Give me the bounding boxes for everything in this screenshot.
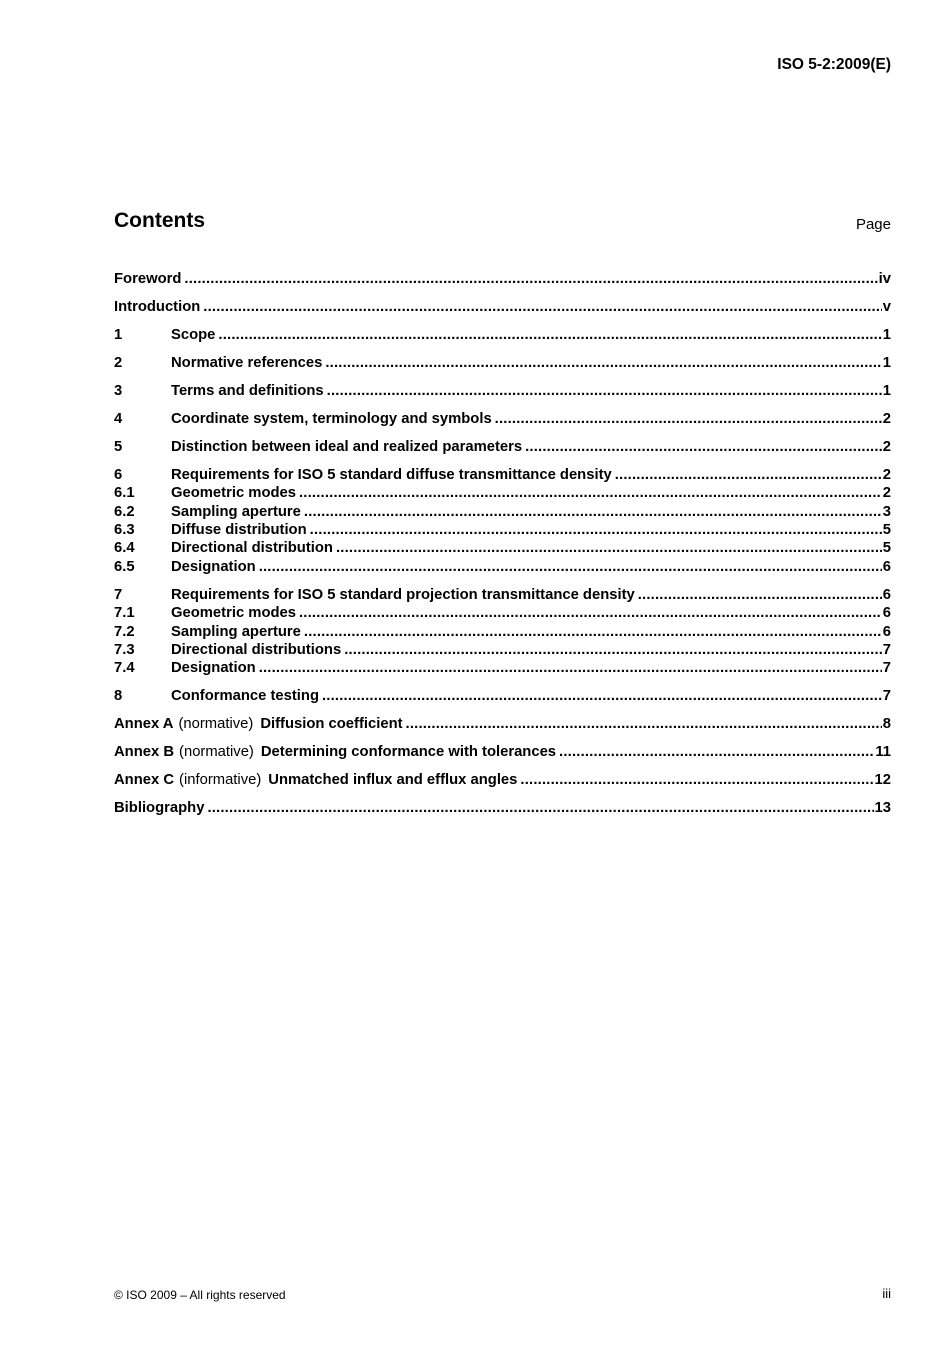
- toc-entry-title: Conformance testing: [171, 688, 319, 705]
- dot-leader: [304, 623, 882, 641]
- page-column-label: Page: [855, 216, 891, 233]
- toc-entry-title: Requirements for ISO 5 standard projection transmittance density: [171, 586, 635, 603]
- toc-annex-kind: (normative): [178, 716, 254, 733]
- dot-leader: [310, 521, 882, 539]
- toc-entry-title: Designation: [171, 660, 256, 677]
- dot-leader: [406, 715, 882, 733]
- toc-entry-number: 2: [114, 354, 123, 371]
- toc-entry-number: 6.1: [114, 485, 135, 502]
- copyright-notice: © ISO 2009 – All rights reserved: [114, 1288, 286, 1302]
- toc-entry[interactable]: [114, 354, 891, 372]
- dot-leader: [304, 503, 882, 521]
- toc-entry-number: 4: [114, 410, 123, 427]
- toc-entry[interactable]: [114, 604, 891, 622]
- toc-entry-title: Determining conformance with tolerances: [260, 744, 557, 761]
- dot-leader: [615, 466, 882, 484]
- toc-entry-page: 7: [882, 660, 891, 677]
- toc-entry-number: 7.2: [114, 623, 135, 640]
- toc-entry-title: Diffusion coefficient: [260, 716, 403, 733]
- toc-entry[interactable]: [114, 641, 891, 659]
- toc-entry-title: Directional distributions: [171, 642, 342, 658]
- toc-entry-number: 6.2: [114, 503, 135, 520]
- dot-leader: [520, 771, 873, 789]
- toc-entry-page: 1: [882, 382, 891, 399]
- toc-entry-title: Sampling aperture: [171, 623, 301, 640]
- toc-entry-page: 6: [882, 558, 891, 575]
- toc-entry-title: Normative references: [171, 354, 323, 371]
- dot-leader: [525, 438, 882, 456]
- toc-entry-title: Geometric modes: [171, 605, 296, 622]
- toc-annex-kind: (normative): [179, 744, 254, 761]
- toc-entry-title: Unmatched influx and efflux angles: [268, 772, 518, 789]
- toc-entry[interactable]: [114, 799, 891, 817]
- dot-leader: [207, 799, 873, 817]
- dot-leader: [203, 298, 881, 316]
- toc-entry[interactable]: [114, 586, 891, 604]
- toc-entry-page: 11: [875, 744, 891, 761]
- toc-entry[interactable]: [114, 410, 891, 428]
- toc-entry-page: 6: [882, 605, 891, 622]
- toc-entry[interactable]: [114, 558, 891, 576]
- toc-entry-number: 7.1: [114, 605, 135, 622]
- toc-entry-page: 8: [882, 716, 891, 733]
- toc-entry-number: 3: [114, 382, 123, 399]
- toc-entry-page: 1: [882, 326, 891, 343]
- dot-leader: [259, 558, 882, 576]
- dot-leader: [322, 687, 882, 705]
- toc-entry-page: 6: [882, 586, 891, 603]
- toc-entry-page: 2: [882, 485, 891, 502]
- dot-leader: [638, 586, 882, 604]
- toc-entry-page: iv: [878, 271, 891, 287]
- toc-entry-page: 2: [882, 438, 891, 455]
- toc-entry-title: Terms and definitions: [171, 382, 324, 399]
- toc-entry[interactable]: [114, 539, 891, 557]
- toc-entry-page: 5: [882, 540, 891, 557]
- toc-entry-page: 12: [874, 772, 891, 789]
- document-id: ISO 5-2:2009(E): [777, 56, 891, 73]
- toc-annex-label: Annex A: [114, 716, 174, 733]
- toc-entry[interactable]: [114, 687, 891, 705]
- toc-entry-page: 2: [882, 410, 891, 427]
- dot-leader: [495, 410, 882, 428]
- toc-entry-title: Coordinate system, terminology and symbols: [171, 410, 492, 427]
- dot-leader: [299, 484, 882, 502]
- toc-entry-title: Requirements for ISO 5 standard diffuse transmittance density: [171, 466, 612, 483]
- toc-entry-number: 6: [114, 466, 123, 483]
- toc-entry[interactable]: [114, 382, 891, 400]
- toc-entry-page: v: [882, 298, 891, 315]
- toc-entry-title: Distinction between ideal and realized parameters: [171, 438, 523, 455]
- toc-entry-page: 7: [882, 642, 891, 658]
- dot-leader: [336, 539, 882, 557]
- toc-entry-title: Diffuse distribution: [171, 522, 307, 539]
- toc-entry[interactable]: [114, 771, 891, 789]
- toc-entry-page: 6: [882, 623, 891, 640]
- toc-entry-title: Foreword: [114, 271, 182, 287]
- toc-entry[interactable]: [114, 503, 891, 521]
- dot-leader: [259, 659, 882, 677]
- toc-annex-kind: (informative): [179, 772, 262, 789]
- page-number: iii: [882, 1286, 891, 1301]
- dot-leader: [559, 743, 874, 761]
- toc-entry-number: 8: [114, 688, 123, 705]
- toc-entry-number: 1: [114, 326, 123, 343]
- toc-entry-title: Geometric modes: [171, 485, 296, 502]
- table-of-contents: [114, 270, 891, 818]
- toc-entry[interactable]: [114, 438, 891, 456]
- page-title: Contents: [114, 209, 205, 232]
- toc-entry[interactable]: [114, 484, 891, 502]
- dot-leader: [327, 382, 882, 400]
- toc-entry-title: Sampling aperture: [171, 503, 301, 520]
- dot-leader: [218, 326, 881, 344]
- toc-entry-title: Introduction: [114, 298, 201, 315]
- toc-entry-number: 6.4: [114, 540, 135, 557]
- toc-entry-title: Directional distribution: [171, 540, 333, 557]
- toc-entry-number: 7: [114, 586, 123, 603]
- toc-entry[interactable]: [114, 326, 891, 344]
- dot-leader: [184, 270, 877, 288]
- toc-entry-title: Bibliography: [114, 800, 205, 817]
- dot-leader: [325, 354, 881, 372]
- toc-entry-page: 5: [882, 522, 891, 539]
- toc-entry[interactable]: [114, 270, 891, 288]
- toc-entry-page: 3: [882, 503, 891, 520]
- toc-entry[interactable]: [114, 715, 891, 733]
- toc-entry[interactable]: [114, 623, 891, 641]
- toc-entry-number: 6.5: [114, 558, 135, 575]
- toc-entry-page: 1: [882, 354, 891, 371]
- toc-entry-number: 5: [114, 438, 123, 455]
- toc-entry-page: 2: [882, 466, 891, 483]
- toc-entry-page: 13: [874, 800, 891, 817]
- dot-leader: [344, 641, 882, 659]
- toc-entry-title: Designation: [171, 558, 256, 575]
- toc-entry-number: 7.3: [114, 642, 135, 658]
- toc-entry[interactable]: [114, 659, 891, 677]
- toc-entry-number: 6.3: [114, 522, 135, 539]
- toc-annex-label: Annex C: [114, 772, 175, 789]
- toc-entry-page: 7: [882, 688, 891, 705]
- dot-leader: [299, 604, 882, 622]
- toc-entry[interactable]: [114, 298, 891, 316]
- toc-annex-label: Annex B: [114, 744, 175, 761]
- toc-entry-title: Scope: [171, 326, 216, 343]
- toc-entry[interactable]: [114, 466, 891, 484]
- toc-entry-number: 7.4: [114, 660, 135, 677]
- toc-entry[interactable]: [114, 521, 891, 539]
- toc-entry[interactable]: [114, 743, 891, 761]
